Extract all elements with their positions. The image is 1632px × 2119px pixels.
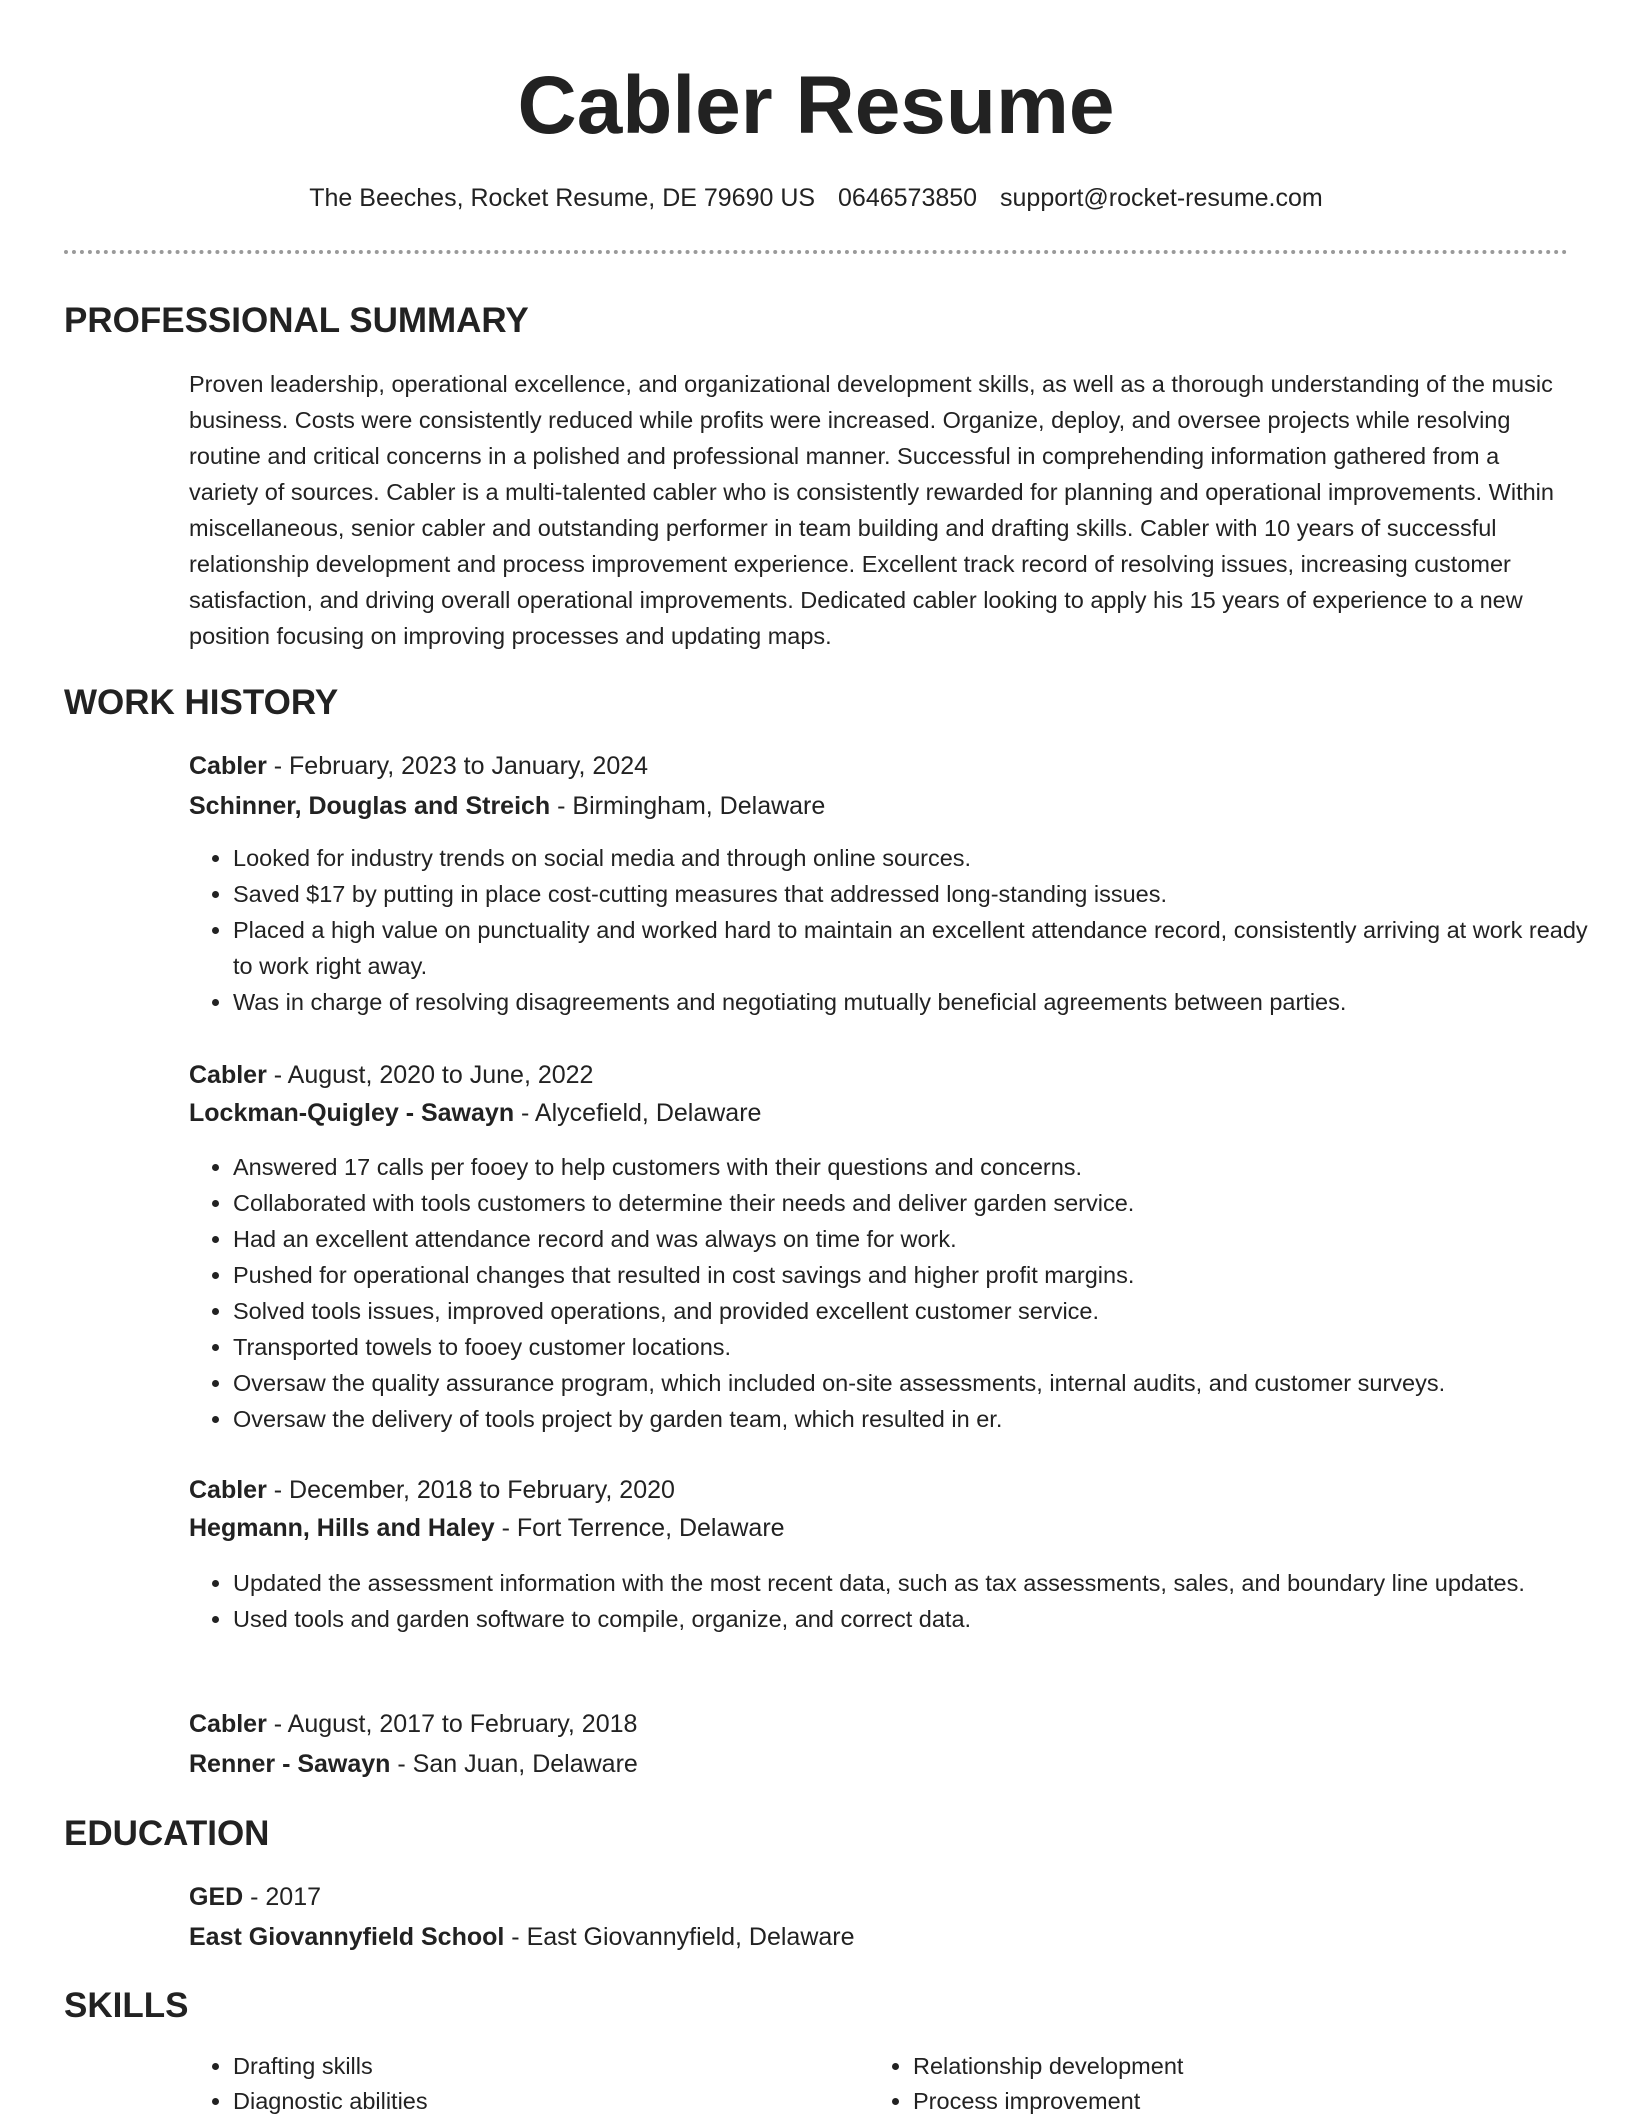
- header-divider: [64, 250, 1568, 254]
- list-item: • Placed a high value on punctuality and worked hard to maintain an excellent attendance record, consistently arriving at work ready to work right away.: [233, 912, 1613, 984]
- job-company-line: [189, 1095, 761, 1131]
- skill-item: • Relationship development: [913, 2049, 1533, 2084]
- list-item: • Used tools and garden software to compile, organize, and correct data.: [233, 1601, 1613, 1637]
- contact-line: [0, 180, 1632, 216]
- list-item: • Solved tools issues, improved operations, and provided excellent customer service.: [233, 1293, 1613, 1329]
- job-role: Cabler: [189, 752, 267, 780]
- list-item: • Pushed for operational changes that resulted in cost savings and higher profit margins.: [233, 1257, 1613, 1293]
- work-history-heading: WORK HISTORY: [64, 683, 339, 722]
- summary-heading: PROFESSIONAL SUMMARY: [64, 301, 529, 340]
- skill-item: • Diagnostic abilities: [233, 2084, 853, 2119]
- job-title-line: [189, 748, 648, 784]
- job-company-line: [189, 1746, 638, 1782]
- list-item: • Transported towels to fooey customer locations.: [233, 1329, 1613, 1365]
- list-item: • Was in charge of resolving disagreements and negotiating mutually beneficial agreements between parties.: [233, 984, 1613, 1020]
- contact-phone: 0646573850: [838, 184, 978, 212]
- job-company: Renner - Sawayn: [189, 1750, 391, 1778]
- job-role: Cabler: [189, 1061, 267, 1089]
- job-company: Schinner, Douglas and Streich: [189, 792, 551, 820]
- list-item: • Oversaw the quality assurance program, which included on-site assessments, internal audits, and customer surveys.: [233, 1365, 1613, 1401]
- job-bullets: [189, 1565, 1613, 1637]
- job-location: - Alycefield, Delaware: [514, 1099, 762, 1127]
- job-company-line: [189, 788, 825, 824]
- job-bullets: [189, 1149, 1613, 1437]
- job-dates: - August, 2017 to February, 2018: [266, 1710, 638, 1738]
- skill-item: • Process improvement: [913, 2084, 1533, 2119]
- job-dates: - December, 2018 to February, 2020: [266, 1476, 675, 1504]
- job-location: - Fort Terrence, Delaware: [494, 1514, 785, 1542]
- skills-list-right: [869, 2049, 1533, 2119]
- job-bullets: [189, 840, 1613, 1020]
- summary-text: Proven leadership, operational excellence, and organizational development skills, as well as a thorough understanding of the music business. Costs were consistently reduced while profits were increased. Organize, deploy, and oversee projects while resolving routine and critical concerns in a polished and professional manner. Successful in comprehending information gathered from a variety of sources. Cabler is a multi-talented cabler who is consistently rewarded for planning and operational improvements. Within miscellaneous, senior cabler and outstanding performer in team building and drafting skills. Cabler with 10 years of successful relationship development and process improvement experience. Excellent track record of resolving issues, increasing customer satisfaction, and driving overall operational improvements. Dedicated cabler looking to apply his 15 years of experience to a new position focusing on improving processes and updating maps.: [189, 371, 1554, 649]
- job-title-line: [189, 1057, 593, 1093]
- job-dates: - February, 2023 to January, 2024: [266, 752, 649, 780]
- education-heading: EDUCATION: [64, 1814, 270, 1853]
- job-role: Cabler: [189, 1710, 267, 1738]
- education-degree-line: [189, 1879, 321, 1915]
- job-title-line: [189, 1472, 675, 1508]
- skills-list-left: [189, 2049, 853, 2119]
- list-item: • Collaborated with tools customers to determine their needs and deliver garden service.: [233, 1185, 1613, 1221]
- list-item: • Oversaw the delivery of tools project by garden team, which resulted in er.: [233, 1401, 1613, 1437]
- job-location: - Birmingham, Delaware: [550, 792, 826, 820]
- education-school-line: [189, 1919, 855, 1955]
- list-item: • Saved $17 by putting in place cost-cutting measures that addressed long-standing issues.: [233, 876, 1613, 912]
- education-degree: GED: [189, 1883, 244, 1911]
- job-location: - San Juan, Delaware: [390, 1750, 638, 1778]
- education-location: - East Giovannyfield, Delaware: [504, 1923, 855, 1951]
- list-item: • Answered 17 calls per fooey to help customers with their questions and concerns.: [233, 1149, 1613, 1185]
- job-company-line: [189, 1510, 785, 1546]
- list-item: • Had an excellent attendance record and was always on time for work.: [233, 1221, 1613, 1257]
- job-dates: - August, 2020 to June, 2022: [266, 1061, 594, 1089]
- education-year: - 2017: [243, 1883, 322, 1911]
- job-role: Cabler: [189, 1476, 267, 1504]
- list-item: • Updated the assessment information with the most recent data, such as tax assessments, sales, and boundary line updates.: [233, 1565, 1613, 1601]
- job-company: Lockman-Quigley - Sawayn: [189, 1099, 515, 1127]
- resume-name: Cabler Resume: [517, 60, 1115, 151]
- job-company: Hegmann, Hills and Haley: [189, 1514, 495, 1542]
- list-item: • Looked for industry trends on social media and through online sources.: [233, 840, 1613, 876]
- skill-item: • Drafting skills: [233, 2049, 853, 2084]
- job-title-line: [189, 1706, 637, 1742]
- contact-address: The Beeches, Rocket Resume, DE 79690 US: [309, 184, 816, 212]
- contact-email: support@rocket-resume.com: [1000, 184, 1323, 212]
- education-school: East Giovannyfield School: [189, 1923, 505, 1951]
- skills-heading: SKILLS: [64, 1986, 189, 2025]
